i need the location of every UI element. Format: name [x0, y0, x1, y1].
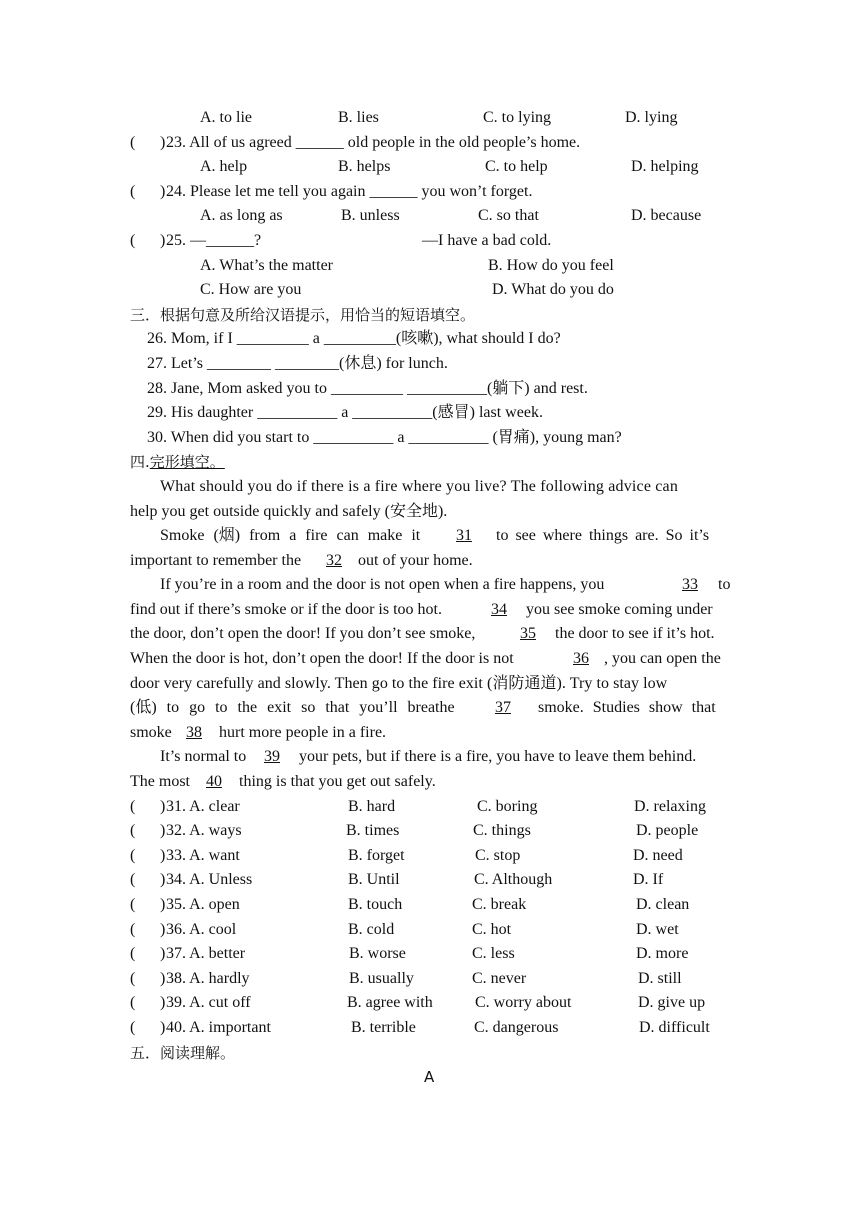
blank-34: 34	[491, 600, 507, 618]
option-c: C. Although	[474, 871, 553, 889]
cloze-question-35	[0, 893, 860, 918]
answer-paren-open: (	[130, 1018, 136, 1036]
answer-paren-close: )	[160, 133, 166, 151]
passage-line	[0, 573, 860, 598]
answer-paren-close: )	[160, 822, 166, 840]
passage-text: help you get outside quickly and safely (安全地).	[130, 502, 448, 520]
option-a: A. What’s the matter	[200, 256, 333, 274]
option-a: 40. A. important	[166, 1018, 271, 1036]
option-c: C. to lying	[483, 109, 552, 126]
passage-line	[0, 549, 860, 574]
question-24	[0, 180, 860, 205]
question-23-options	[0, 155, 860, 180]
answer-paren-open: (	[130, 871, 136, 889]
passage-text: If you’re in a room and the door is not open when a fire happens, you	[160, 576, 605, 594]
option-d: D. difficult	[639, 1018, 710, 1036]
cloze-question-38	[0, 967, 860, 992]
answer-paren-close: )	[160, 797, 166, 815]
passage-text: your pets, but if there is a fire, you have to leave them behind.	[299, 748, 697, 766]
option-c: C. less	[472, 945, 515, 963]
passage-text: the door to see if it’s hot.	[555, 625, 715, 643]
option-b: B. usually	[349, 969, 414, 987]
option-b: B. cold	[348, 920, 395, 938]
passage-text: you see smoke coming under	[526, 600, 713, 618]
option-d: D. wet	[636, 920, 679, 938]
passage-text: out of your home.	[358, 551, 473, 569]
section-number: 四.	[130, 453, 150, 472]
blank-40: 40	[206, 773, 222, 791]
cloze-question-34	[0, 868, 860, 893]
passage-text: What should you do if there is a fire where you live? The following advice can	[160, 477, 679, 495]
phrase-item-text: 26. Mom, if I _________ a _________(咳嗽), what should I do?	[147, 330, 561, 348]
answer-paren-open: (	[130, 797, 136, 815]
option-b: B. agree with	[347, 994, 433, 1012]
cloze-passage	[0, 475, 860, 795]
section-title: 五．阅读理解。	[130, 1043, 236, 1062]
option-c: C. worry about	[475, 994, 572, 1012]
section-title	[130, 450, 225, 475]
option-a: 34. A. Unless	[166, 871, 253, 889]
answer-paren-open: (	[130, 231, 136, 249]
phrase-item-30	[0, 426, 860, 451]
answer-paren-close: )	[160, 896, 166, 913]
option-d: D. relaxing	[634, 797, 706, 815]
passage-line	[0, 475, 860, 500]
option-c: C. How are you	[200, 281, 302, 299]
option-c: C. things	[473, 822, 531, 840]
option-b: B. worse	[349, 945, 406, 963]
option-c: C. boring	[477, 797, 538, 815]
passage-line	[0, 745, 860, 770]
option-b: B. terrible	[351, 1018, 416, 1036]
answer-paren-close: )	[160, 231, 166, 249]
option-a: 37. A. better	[166, 945, 246, 963]
question-25-options-row1	[0, 254, 860, 279]
option-b: B. times	[346, 822, 400, 840]
cloze-question-31	[0, 795, 860, 820]
blank-37: 37	[495, 699, 511, 717]
cloze-question-36	[0, 918, 860, 943]
blank-36: 36	[573, 650, 589, 668]
answer-paren-open: (	[130, 846, 136, 864]
cloze-question-40	[0, 1016, 860, 1041]
option-d: D. because	[631, 207, 702, 225]
phrase-item-text: 28. Jane, Mom asked you to _________ __________(躺下) and rest.	[147, 379, 588, 397]
answer-paren-close: )	[160, 182, 166, 200]
section-title: 三．根据句意及所给汉语提示，用恰当的短语填空。	[130, 305, 476, 324]
answer-paren-open: (	[130, 945, 136, 963]
option-b: B. forget	[348, 846, 405, 864]
option-d: D. helping	[631, 158, 699, 176]
answer-paren-close: )	[160, 945, 166, 963]
reading-part-label-row	[0, 1065, 860, 1090]
option-c: C. to help	[485, 158, 548, 176]
passage-text: important to remember the	[130, 551, 302, 569]
option-a: A. to lie	[200, 109, 252, 126]
passage-text: hurt more people in a fire.	[219, 723, 387, 741]
option-c: C. break	[472, 896, 527, 913]
passage-text: Smoke (烟) from a fire can make it	[160, 527, 421, 545]
worksheet-page	[0, 106, 860, 1090]
answer-paren-close: )	[160, 846, 166, 864]
answer-paren-close: )	[160, 994, 166, 1012]
question-25-options-row2	[0, 278, 860, 303]
passage-text: thing is that you get out safely.	[239, 773, 436, 791]
answer-paren-close: )	[160, 1018, 166, 1036]
answer-paren-open: (	[130, 969, 136, 987]
cloze-question-33	[0, 844, 860, 869]
option-d: D. clean	[636, 896, 690, 913]
blank-35: 35	[520, 625, 536, 643]
passage-text: door very carefully and slowly. Then go to the fire exit (消防通道). Try to stay low	[130, 674, 668, 692]
option-b: B. unless	[341, 207, 400, 225]
answer-paren-open: (	[130, 994, 136, 1012]
cloze-question-32	[0, 819, 860, 844]
section-4-heading	[0, 450, 860, 475]
option-b: B. helps	[338, 158, 391, 176]
passage-text: to see where things are. So it’s	[496, 527, 710, 545]
option-b: B. Until	[348, 871, 400, 889]
option-d: D. What do you do	[492, 281, 614, 299]
passage-line	[0, 696, 860, 721]
section-3-heading	[0, 303, 860, 328]
passage-line	[0, 672, 860, 697]
phrase-item-26	[0, 327, 860, 352]
passage-line	[0, 524, 860, 549]
passage-text: find out if there’s smoke or if the door is too hot.	[130, 600, 442, 618]
phrase-item-text: 27. Let’s ________ ________(休息) for lunch.	[147, 354, 448, 372]
option-a: 39. A. cut off	[166, 994, 251, 1012]
blank-32: 32	[326, 551, 342, 569]
phrase-item-28	[0, 377, 860, 402]
blank-33: 33	[682, 576, 698, 594]
question-23	[0, 131, 860, 156]
option-a: 33. A. want	[166, 846, 240, 864]
phrase-item-27	[0, 352, 860, 377]
option-d: D. need	[633, 846, 683, 864]
option-d: D. give up	[638, 994, 706, 1012]
question-text: 23. All of us agreed ______ old people in the old people’s home.	[166, 133, 581, 151]
option-b: B. How do you feel	[488, 256, 614, 274]
option-d: D. If	[633, 871, 664, 889]
passage-text: (低) to go to the exit so that you’ll breathe	[130, 699, 455, 717]
passage-text: When the door is hot, don’t open the door! If the door is not	[130, 650, 514, 668]
passage-line	[0, 500, 860, 525]
option-d: D. people	[636, 822, 699, 840]
option-a: 31. A. clear	[166, 797, 240, 815]
answer-paren-open: (	[130, 920, 136, 938]
answer-paren-close: )	[160, 871, 166, 889]
reading-part-label: A	[424, 1068, 435, 1087]
passage-text: the door, don’t open the door! If you don’t see smoke,	[130, 625, 476, 643]
passage-line	[0, 622, 860, 647]
answer-paren-open: (	[130, 133, 136, 151]
cloze-question-37	[0, 942, 860, 967]
option-a: A. help	[200, 158, 248, 176]
section-title-main: 完形填空。	[149, 453, 225, 472]
blank-31: 31	[456, 527, 472, 545]
cloze-question-list	[0, 795, 860, 1041]
option-a: A. as long as	[200, 207, 283, 225]
blank-38: 38	[186, 723, 202, 741]
option-c: C. hot	[472, 920, 512, 938]
question-reply: —I have a bad cold.	[422, 231, 552, 249]
question-22-options	[0, 106, 860, 131]
passage-text: smoke	[130, 723, 172, 741]
passage-text: smoke. Studies show that	[538, 699, 716, 717]
passage-text: The most	[130, 773, 190, 791]
answer-paren-close: )	[160, 920, 166, 938]
section-5-heading	[0, 1041, 860, 1066]
passage-text: , you can open the	[604, 650, 721, 668]
passage-line	[0, 647, 860, 672]
passage-line	[0, 770, 860, 795]
option-d: D. lying	[625, 109, 678, 126]
question-24-options	[0, 204, 860, 229]
option-c: C. dangerous	[474, 1018, 559, 1036]
question-text: 25. —______?	[166, 231, 262, 249]
blank-39: 39	[264, 748, 280, 766]
option-d: D. still	[638, 969, 682, 987]
phrase-item-text: 30. When did you start to __________ a __________ (胃痛), young man?	[147, 428, 622, 446]
passage-text: to	[718, 576, 731, 594]
option-d: D. more	[636, 945, 689, 963]
option-c: C. so that	[478, 207, 539, 225]
phrase-item-29	[0, 401, 860, 426]
option-b: B. touch	[348, 896, 403, 913]
passage-text: It’s normal to	[160, 748, 247, 766]
option-a: 32. A. ways	[166, 822, 242, 840]
answer-paren-open: (	[130, 896, 136, 913]
option-c: C. stop	[475, 846, 521, 864]
answer-paren-open: (	[130, 822, 136, 840]
option-c: C. never	[472, 969, 527, 987]
option-b: B. hard	[348, 797, 396, 815]
passage-line	[0, 721, 860, 746]
passage-line	[0, 598, 860, 623]
answer-paren-close: )	[160, 969, 166, 987]
option-a: 35. A. open	[166, 896, 240, 913]
question-text: 24. Please let me tell you again ______ you won’t forget.	[166, 182, 533, 200]
answer-paren-open: (	[130, 182, 136, 200]
option-b: B. lies	[338, 109, 379, 126]
option-a: 38. A. hardly	[166, 969, 250, 987]
option-a: 36. A. cool	[166, 920, 237, 938]
phrase-item-text: 29. His daughter __________ a __________(感冒) last week.	[147, 404, 543, 422]
cloze-question-39	[0, 991, 860, 1016]
question-25	[0, 229, 860, 254]
